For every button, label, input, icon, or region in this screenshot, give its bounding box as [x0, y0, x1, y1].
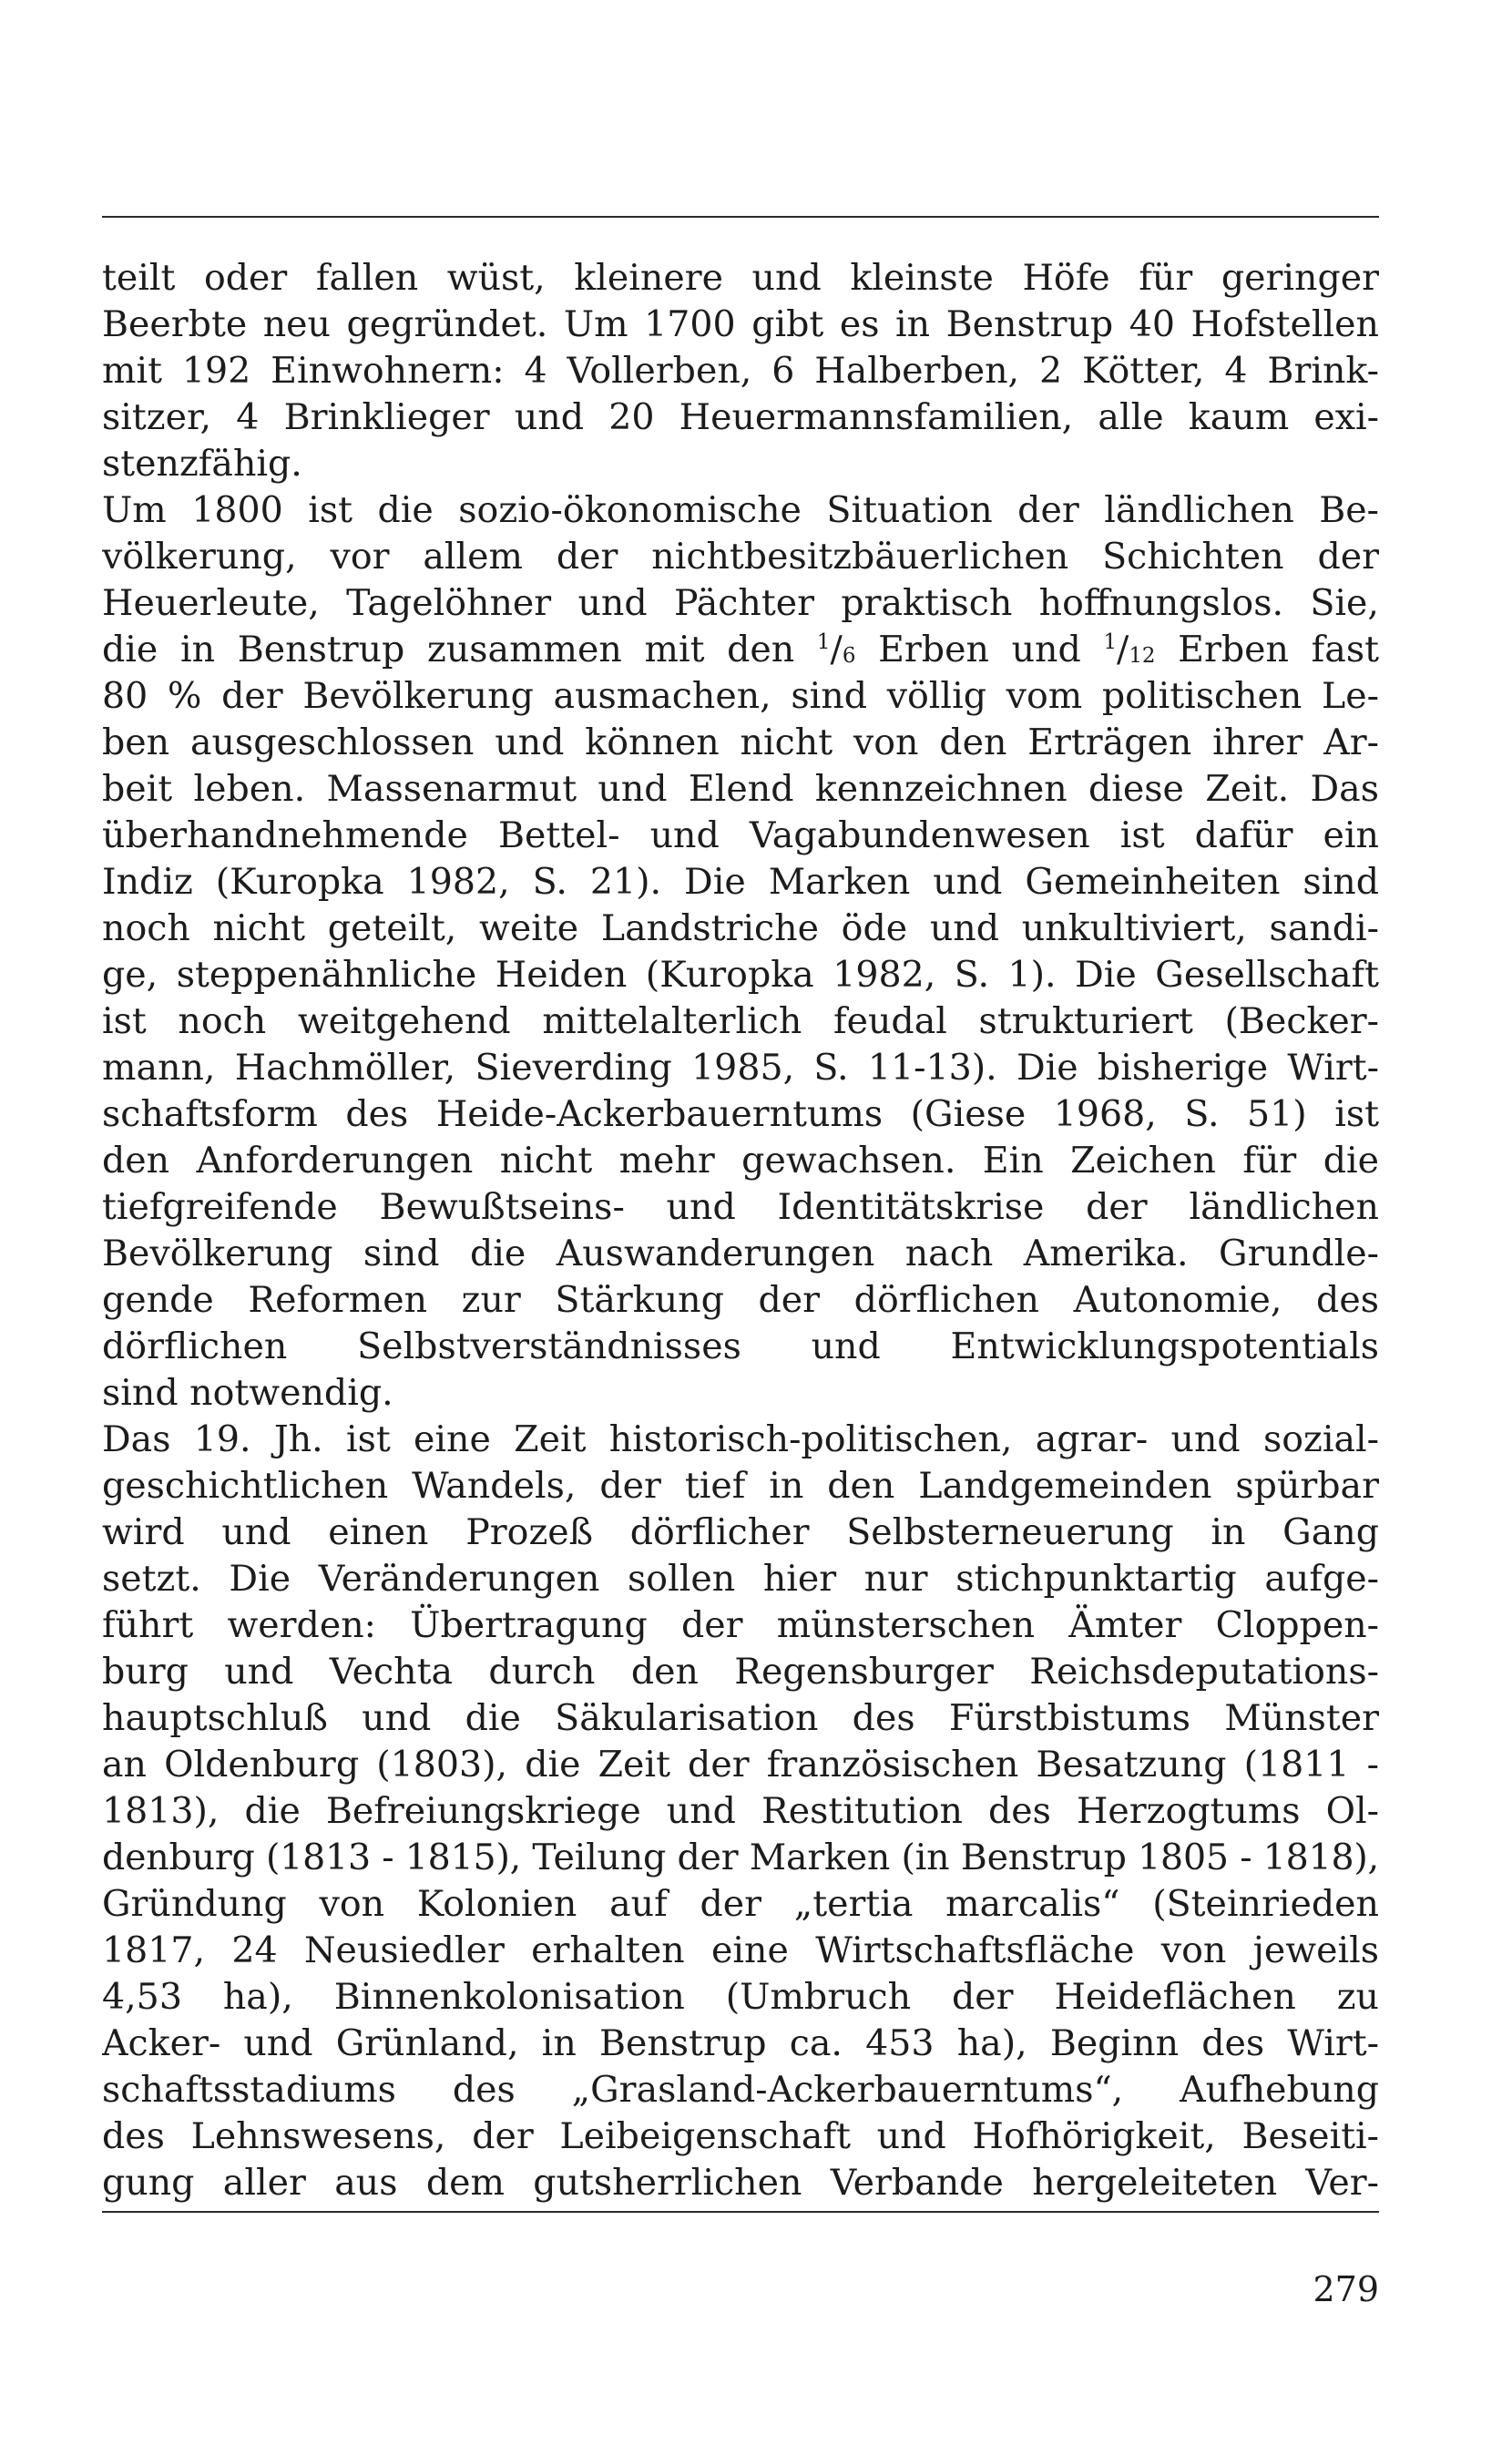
- text-line: Indiz (Kuropka 1982, S. 21). Die Marken und Gemeinheiten sind: [102, 861, 1379, 903]
- body-text: [102, 255, 1379, 2206]
- fraction-slash: /: [830, 629, 843, 670]
- text-segment: Erben und: [878, 629, 1081, 670]
- text-line: [102, 627, 1379, 673]
- text-line: burg und Vechta durch den Regensburger Reichsdeputations-: [102, 1651, 1379, 1693]
- text-line: gende Reformen zur Stärkung der dörflichen Autonomie, des: [102, 1279, 1379, 1321]
- text-line: gung aller aus dem gutsherrlichen Verbande hergeleiteten Ver-: [102, 2162, 1379, 2204]
- text-line: beit leben. Massenarmut und Elend kennzeichnen diese Zeit. Das: [102, 768, 1379, 810]
- text-segment: Erben fast: [1178, 629, 1379, 670]
- text-line: des Lehnswesens, der Leibeigenschaft und Hofhörigkeit, Beseiti-: [102, 2115, 1379, 2157]
- fraction-denominator: 6: [842, 644, 856, 669]
- text-line: an Oldenburg (1803), die Zeit der französischen Besatzung (1811 -: [102, 1744, 1379, 1786]
- text-line: Acker- und Grünland, in Benstrup ca. 453 ha), Beginn des Wirt-: [102, 2022, 1379, 2064]
- text-line: 80 % der Bevölkerung ausmachen, sind völlig vom politischen Le-: [102, 675, 1379, 717]
- fraction-numerator: 1: [1103, 629, 1118, 654]
- text-line: überhandnehmende Bettel- und Vagabundenwesen ist dafür ein: [102, 814, 1379, 856]
- text-line: führt werden: Übertragung der münsterschen Ämter Cloppen-: [102, 1604, 1379, 1646]
- text-line: geschichtlichen Wandels, der tief in den Landgemeinden spürbar: [102, 1465, 1379, 1507]
- text-line: Bevölkerung sind die Auswanderungen nach Amerika. Grundle-: [102, 1233, 1379, 1274]
- text-line: setzt. Die Veränderungen sollen hier nur stichpunktartig aufge-: [102, 1558, 1379, 1600]
- top-rule: [102, 216, 1379, 218]
- fraction-numerator: 1: [816, 629, 831, 654]
- text-line: schaftsstadiums des „Grasland-Ackerbauerntums“, Aufhebung: [102, 2069, 1379, 2111]
- text-line: noch nicht geteilt, weite Landstriche öde und unkultiviert, sandi-: [102, 907, 1379, 949]
- text-line: 1813), die Befreiungskriege und Restitution des Herzogtums Ol-: [102, 1790, 1379, 1832]
- text-line: tiefgreifende Bewußtseins- und Identitätskrise der ländlichen: [102, 1186, 1379, 1228]
- fraction: [817, 629, 855, 670]
- text-line: mit 192 Einwohnern: 4 Vollerben, 6 Halberben, 2 Kötter, 4 Brink-: [102, 350, 1379, 392]
- text-line: wird und einen Prozeß dörflicher Selbsterneuerung in Gang: [102, 1511, 1379, 1553]
- fraction-denominator: 12: [1129, 644, 1156, 669]
- text-line: 1817, 24 Neusiedler erhalten eine Wirtschaftsfläche von jeweils: [102, 1929, 1379, 1971]
- bottom-rule: [102, 2211, 1379, 2213]
- text-line: sitzer, 4 Brinklieger und 20 Heuermannsfamilien, alle kaum exi-: [102, 396, 1379, 438]
- text-line: hauptschluß und die Säkularisation des Fürstbistums Münster: [102, 1697, 1379, 1739]
- fraction: [1103, 629, 1155, 670]
- text-segment: die in Benstrup zusammen mit den: [102, 629, 795, 670]
- text-line: ben ausgeschlossen und können nicht von den Erträgen ihrer Ar-: [102, 721, 1379, 763]
- text-line: mann, Hachmöller, Sieverding 1985, S. 11-13). Die bisherige Wirt-: [102, 1047, 1379, 1089]
- text-line: ge, steppenähnliche Heiden (Kuropka 1982, S. 1). Die Gesellschaft: [102, 954, 1379, 996]
- fraction-slash: /: [1117, 629, 1129, 670]
- page-number: 279: [1313, 2269, 1379, 2309]
- text-line: Das 19. Jh. ist eine Zeit historisch-politischen, agrar- und sozial-: [102, 1418, 1379, 1460]
- text-line: völkerung, vor allem der nichtbesitzbäuerlichen Schichten der: [102, 536, 1379, 578]
- text-line: ist noch weitgehend mittelalterlich feudal strukturiert (Becker-: [102, 1000, 1379, 1042]
- text-line: teilt oder fallen wüst, kleinere und kleinste Höfe für geringer: [102, 257, 1379, 299]
- text-line: sind notwendig.: [102, 1372, 393, 1414]
- text-line: dörflichen Selbstverständnisses und Entwicklungspotentials: [102, 1325, 1379, 1367]
- text-line: Heuerleute, Tagelöhner und Pächter praktisch hoffnungslos. Sie,: [102, 582, 1379, 624]
- text-line: 4,53 ha), Binnenkolonisation (Umbruch der Heideflächen zu: [102, 1976, 1379, 2018]
- text-line: Gründung von Kolonien auf der „tertia marcalis“ (Steinrieden: [102, 1883, 1379, 1925]
- text-line: Beerbte neu gegründet. Um 1700 gibt es in Benstrup 40 Hofstellen: [102, 303, 1379, 345]
- text-line: den Anforderungen nicht mehr gewachsen. Ein Zeichen für die: [102, 1140, 1379, 1182]
- text-line: stenzfähig.: [102, 443, 302, 485]
- text-line: denburg (1813 - 1815), Teilung der Marken (in Benstrup 1805 - 1818),: [102, 1837, 1379, 1878]
- text-line: Um 1800 ist die sozio-ökonomische Situation der ländlichen Be-: [102, 489, 1379, 531]
- text-line: schaftsform des Heide-Ackerbauerntums (Giese 1968, S. 51) ist: [102, 1093, 1379, 1135]
